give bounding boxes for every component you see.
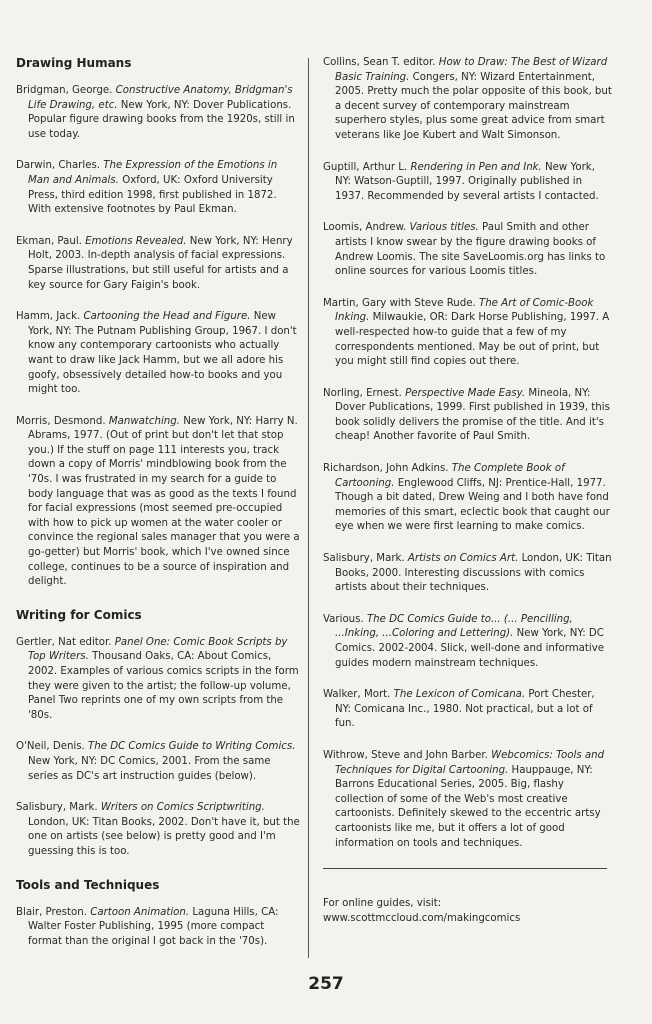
entry-details: Hauppauge, NY: Barrons Educational Series, 2005. Big, flashy collection of some of the Web's most creative cartoonists. Definitely skewed to the eccentric artsy cartoonists like me, but it offers a lot of good information on tools and techniques. xyxy=(335,764,601,849)
bibliography-entry xyxy=(16,636,300,724)
left-column xyxy=(16,56,300,966)
entry-title: The Lexicon of Comicana. xyxy=(393,689,526,701)
heading-writing-for-comics: Writing for Comics xyxy=(16,607,142,622)
bibliography-entry xyxy=(323,613,613,671)
entry-author: O'Neil, Denis. xyxy=(16,741,85,753)
entry-author: Bridgman, George. xyxy=(16,85,113,96)
entry-author: Morris, Desmond. xyxy=(16,415,106,427)
entry-title: Panel One: Comic Book Scripts by Top Writers. xyxy=(28,636,288,663)
entry-title: Cartoon Animation. xyxy=(90,906,190,918)
entry-author: Loomis, Andrew. xyxy=(323,222,407,234)
entry-details: New York, NY: The Putnam Publishing Group, 1967. I don't know any contemporary cartoonists who actually want to draw like Jack Hamm, but we all adore his goofy, obsessively detailed how-to books and you might too. xyxy=(28,311,297,396)
column-divider xyxy=(308,58,309,958)
entry-details: London, UK: Titan Books, 2000. Interesting discussions with comics artists about their techniques. xyxy=(335,553,612,594)
right-column xyxy=(323,56,613,926)
bibliography-entry xyxy=(323,297,613,370)
bibliography-entry xyxy=(16,235,300,293)
entry-details: Oxford, UK: Oxford University Press, third edition 1998, first published in 1872. With extensive footnotes by Paul Ekman. xyxy=(28,174,277,216)
entry-details: Congers, NY: Wizard Entertainment, 2005. Pretty much the polar opposite of this book, but a decent survey of contemporary mainstream superhero styles, plus some great advice from smart veterans like Joe Kubert and Walt Simonson. xyxy=(335,71,612,141)
bibliography-entry xyxy=(16,310,300,398)
bibliography-entry xyxy=(323,688,613,732)
entry-author: Salisbury, Mark. xyxy=(323,553,405,565)
entry-author: Hamm, Jack. xyxy=(16,311,81,323)
list-tools-continued xyxy=(323,56,613,851)
page-number: 257 xyxy=(308,974,344,994)
online-guides-url[interactable]: www.scottmccloud.com/makingcomics xyxy=(323,912,521,924)
entry-title: The Expression of the Emotions in Man and Animals. xyxy=(28,160,278,186)
entry-title: Various titles. xyxy=(409,222,479,234)
entry-author: Norling, Ernest. xyxy=(323,387,402,399)
entry-author: Withrow, Steve and John Barber. xyxy=(323,749,488,761)
entry-details: Paul Smith and other artists I know swear by the figure drawing books of Andrew Loomis. The site SaveLoomis.org has links to online sources for various Loomis titles. xyxy=(335,222,606,278)
entry-title: Manwatching. xyxy=(108,415,180,427)
entry-author: Gertler, Nat editor. xyxy=(16,636,112,648)
entry-title: Rendering in Pen and Ink. xyxy=(410,161,542,173)
entry-details: Englewood Cliffs, NJ: Prentice-Hall, 1977. Though a bit dated, Drew Weing and I both have fond memories of this smart, eclectic book that caught our eye when we were first learning to make comics. xyxy=(335,477,610,533)
entry-title: The DC Comics Guide to Writing Comics. xyxy=(88,741,296,753)
entry-details: New York, NY: Henry Holt, 2003. In-depth analysis of facial expressions. Sparse illustrations, but still useful for artists and a key source for Gary Faigin's book. xyxy=(28,235,293,291)
entry-title: Constructive Anatomy, Bridgman's Life Drawing, etc. xyxy=(28,85,293,111)
bibliography-entry xyxy=(323,221,613,279)
entry-details: New York, NY: DC Comics, 2001. From the same series as DC's art instruction guides (below). xyxy=(28,755,271,782)
entry-details: Thousand Oaks, CA: About Comics, 2002. Examples of various comics scripts in the form they were given to the artist; the follow-up volume, Panel Two reprints one of my own scripts from the '80s. xyxy=(28,651,299,721)
list-drawing-humans xyxy=(16,84,300,590)
entry-author: Darwin, Charles. xyxy=(16,160,101,172)
entry-title: The Complete Book of Cartooning. xyxy=(335,463,565,489)
bibliography-entry xyxy=(16,740,300,784)
entry-details: New York, NY: Harry N. Abrams, 1977. (Out of print but don't let that stop you.) If the stuff on page 111 interests you, track down a copy of Morris' mindblowing book from the '70s. I was frustrated in my search for a guide to body language that was as good as the texts I found for facial expressions (most seemed pre-occupied with how to pick up women at the water cooler or convince the regional sales manager that you were a go-getter) but Morris' book, which I've owned since college, continues to be a source of inspiration and delight. xyxy=(28,415,300,588)
bibliography-entry xyxy=(323,552,613,596)
entry-details: New York, NY: DC Comics. 2002-2004. Slick, well-done and informative guides modern mainstream techniques. xyxy=(335,628,605,669)
entry-author: Various. xyxy=(323,613,364,625)
entry-title: The Art of Comic-Book Inking. xyxy=(335,297,594,324)
entry-title: Emotions Revealed. xyxy=(85,235,187,247)
entry-details: Port Chester, NY: Comicana Inc., 1980. Not practical, but a lot of fun. xyxy=(335,689,595,730)
bibliography-entry xyxy=(323,462,613,535)
heading-drawing-humans: Drawing Humans xyxy=(16,56,132,70)
entry-author: Collins, Sean T. editor. xyxy=(323,57,436,68)
entry-author: Martin, Gary with Steve Rude. xyxy=(323,297,476,309)
bibliography-entry xyxy=(16,801,300,859)
entry-details: Laguna Hills, CA: Walter Foster Publishing, 1995 (more compact format than the original I got back in the '70s). xyxy=(28,906,279,947)
entry-details: New York, NY: Dover Publications. Popular figure drawing books from the 1920s, still in use today. xyxy=(28,99,295,140)
bibliography-entry xyxy=(16,906,300,950)
bibliography-entry xyxy=(16,159,300,217)
entry-author: Guptill, Arthur L. xyxy=(323,161,408,173)
list-tools-and-techniques xyxy=(16,906,300,950)
entry-title: How to Draw: The Best of Wizard Basic Training. xyxy=(335,57,608,83)
bibliography-entry xyxy=(16,415,300,590)
entry-title: Writers on Comics Scriptwriting. xyxy=(100,802,265,814)
bibliography-entry xyxy=(16,84,300,142)
entry-author: Walker, Mort. xyxy=(323,689,391,701)
entry-author: Ekman, Paul. xyxy=(16,235,82,247)
bibliography-entry xyxy=(323,56,613,144)
entry-details: Mineola, NY: Dover Publications, 1999. First published in 1939, this book solidly delivers the promise of the title. And it's cheap! Another favorite of Paul Smith. xyxy=(335,387,610,443)
online-guides-note xyxy=(323,897,613,926)
list-writing-for-comics xyxy=(16,636,300,860)
entry-details: New York, NY: Watson-Guptill, 1997. Originally published in 1937. Recommended by several artists I contacted. xyxy=(335,161,599,202)
heading-tools-and-techniques: Tools and Techniques xyxy=(16,877,160,892)
bibliography-entry xyxy=(323,749,613,851)
entry-title: Webcomics: Tools and Techniques for Digital Cartooning. xyxy=(335,749,605,776)
entry-details: Milwaukie, OR: Dark Horse Publishing, 1997. A well-respected how-to guide that a few of my correspondents mentioned. May be out of print, but you might still find copies out there. xyxy=(335,312,610,368)
entry-title: Cartooning the Head and Figure. xyxy=(83,311,251,323)
entry-details: London, UK: Titan Books, 2002. Don't have it, but the one on artists (see below) is pretty good and I'm guessing this is too. xyxy=(28,816,300,857)
entry-title: Perspective Made Easy. xyxy=(405,387,526,399)
entry-author: Salisbury, Mark. xyxy=(16,802,98,814)
entry-title: The DC Comics Guide to... (... Pencilling, ...Inking, ...Coloring and Lettering). xyxy=(335,613,573,640)
entry-title: Artists on Comics Art. xyxy=(407,553,519,565)
bibliography-entry xyxy=(323,387,613,445)
section-rule xyxy=(323,868,607,869)
bibliography-entry xyxy=(323,161,613,205)
entry-author: Richardson, John Adkins. xyxy=(323,463,449,475)
online-guides-label: For online guides, visit: xyxy=(323,898,442,910)
entry-author: Blair, Preston. xyxy=(16,906,87,918)
